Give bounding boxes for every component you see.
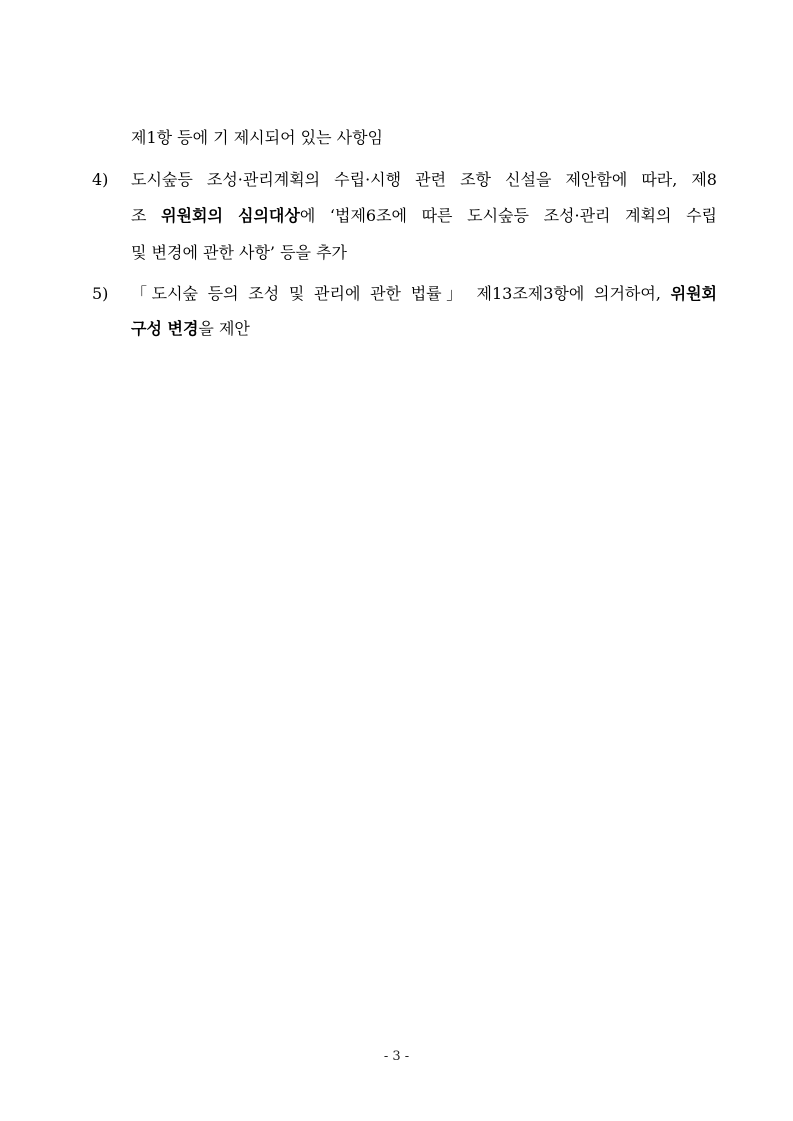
item-5-line-1 [131, 284, 717, 304]
item-4-line-3 [131, 243, 347, 263]
item-5-line-2 [131, 319, 250, 339]
text-segment: 조 [131, 206, 162, 225]
continuation-line [131, 128, 383, 148]
text-segment-bold: 위원회의 심의대상 [161, 206, 300, 225]
item-4-line-2 [131, 206, 717, 226]
text-segment: 도시숲등 조성·관리계획의 수립·시행 관련 조항 신설을 제안함에 따라, 제8 [131, 170, 717, 189]
item-number: 5) [92, 284, 109, 303]
text-segment-bold: 구성 변경 [131, 319, 199, 338]
text-segment: 및 변경에 관한 사항’ 등을 추가 [131, 243, 347, 262]
text-segment: 「도시숲 등의 조성 및 관리에 관한 법률」 제13조제3항에 의거하여, [131, 284, 671, 303]
item-number: 4) [92, 170, 109, 189]
text-segment-bold: 위원회 [670, 284, 717, 303]
text-segment: 제1항 등에 기 제시되어 있는 사항임 [131, 128, 383, 147]
text-segment: 을 제안 [198, 319, 250, 338]
text-segment: 에 ‘법제6조에 따른 도시숲등 조성·관리 계획의 수립 [299, 206, 717, 225]
page-number: - 3 - [383, 1049, 410, 1064]
item-4-line-1 [131, 170, 717, 190]
